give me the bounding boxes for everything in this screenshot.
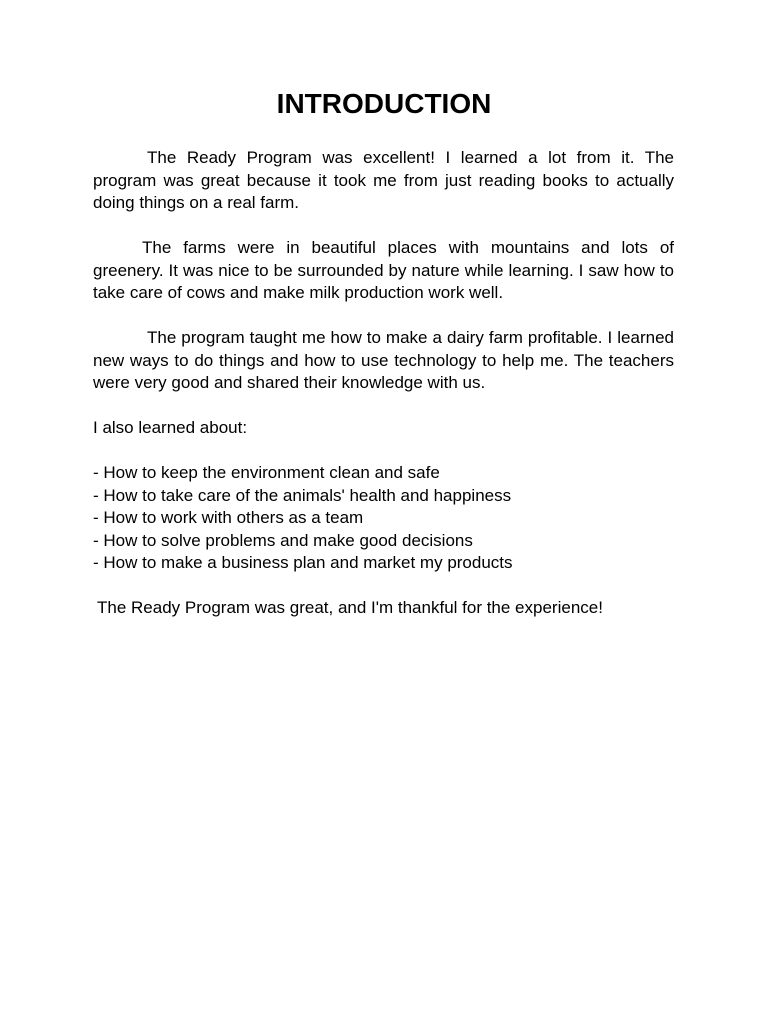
document-body (93, 147, 674, 620)
paragraph-ready-program: The Ready Program was excellent! I learned a lot from it. The program was great because it took me from just reading books to actually doing things on a real farm. (93, 148, 674, 212)
list-item: - How to make a business plan and market my products (93, 553, 513, 572)
paragraph-dairy-profit: The program taught me how to make a dairy farm profitable. I learned new ways to do things and how to use technology to help me. The teachers were very good and shared their knowledge with us. (93, 328, 674, 392)
closing-sentence: The Ready Program was great, and I'm thankful for the experience! (97, 598, 603, 617)
list-item: - How to solve problems and make good decisions (93, 530, 473, 550)
list-intro: I also learned about: (93, 418, 248, 437)
page-title: INTRODUCTION (276, 88, 492, 119)
learned-topics-list (93, 462, 674, 575)
list-item: - How to take care of the animals' health and happiness (93, 485, 512, 505)
list-item: - How to keep the environment clean and safe (93, 463, 440, 482)
list-item: - How to work with others as a team (93, 508, 364, 527)
paragraph-farms: The farms were in beautiful places with mountains and lots of greenery. It was nice to be surrounded by nature while learning. I saw how to take care of cows and make milk production work well. (93, 238, 674, 302)
